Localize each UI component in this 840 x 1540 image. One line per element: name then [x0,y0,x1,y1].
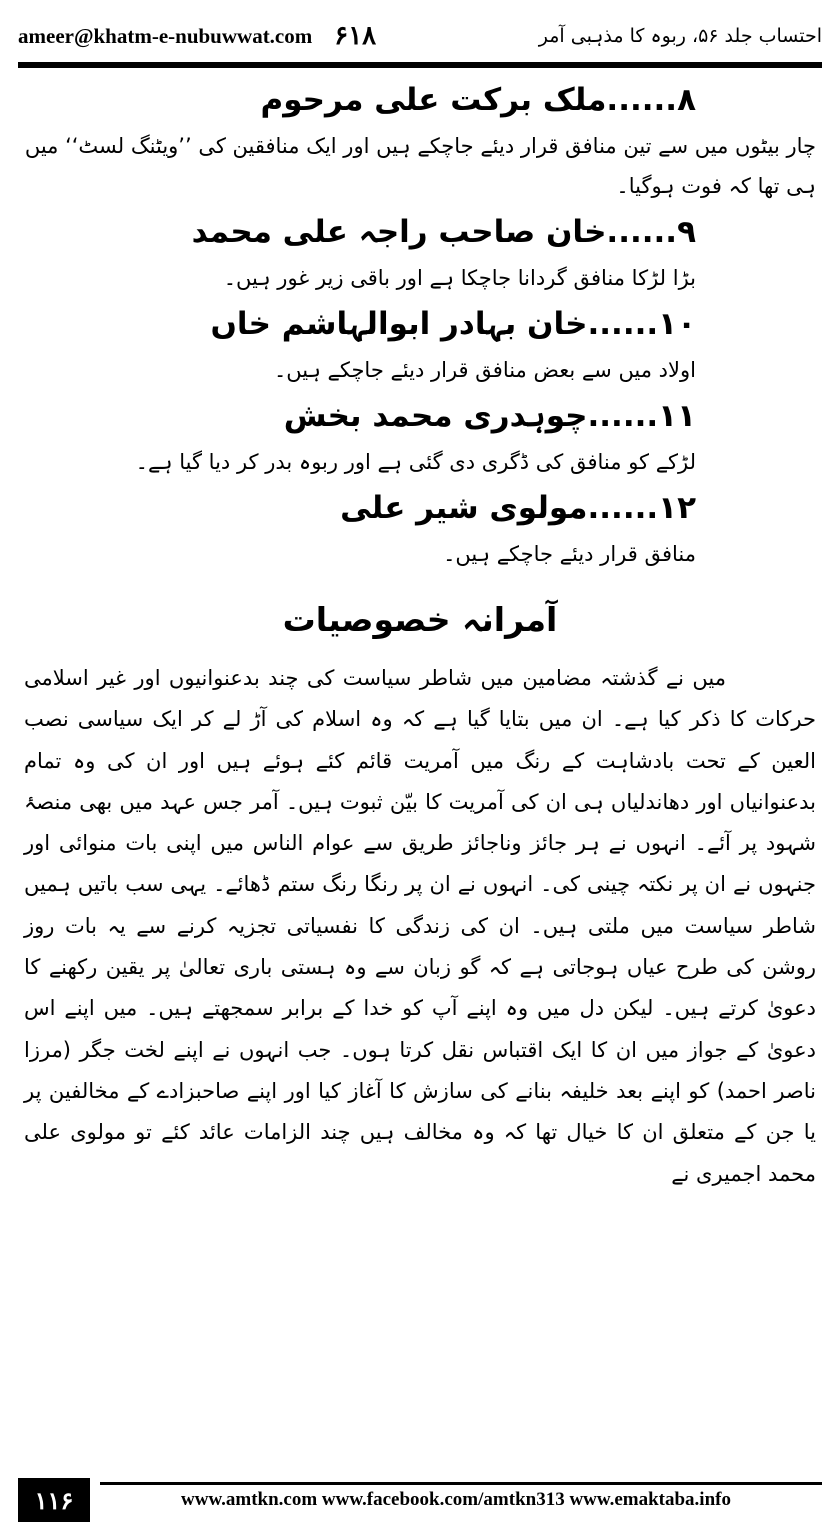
page-header [18,14,822,58]
entry-8 [24,74,816,206]
entry-body: چار بیٹوں میں سے تین منافق قرار دیئے جاچکے ہیں اور ایک منافقین کی ’’ویٹنگ لسٹ‘‘ میں ہی تھا کہ فوت ہوگیا۔ [24,134,816,198]
entry-body: بڑا لڑکا منافق گردانا جاچکا ہے اور باقی زیر غور ہیں۔ [223,266,696,290]
entry-heading: ۸......ملک برکت علی مرحوم [260,82,696,118]
entry-11 [24,390,816,482]
page-footer [18,1478,822,1522]
entry-12 [24,482,816,574]
header-left [18,21,376,51]
header-email: ameer@khatm-e-nubuwwat.com [18,23,313,48]
entry-heading: ۱۱......چوہدری محمد بخش [283,398,696,434]
entry-10 [24,298,816,390]
section-title: آمرانہ خصوصیات [282,600,558,639]
header-page-number: ۶۱۸ [334,21,377,51]
header-rule [18,62,822,68]
header-book-title: احتساب جلد ۵۶، ربوہ کا مذہبی آمر [538,25,822,47]
footer-links: www.amtkn.com www.facebook.com/amtkn313 www.emaktaba.info [181,1489,731,1510]
entry-9 [24,206,816,298]
entry-heading: ۹......خان صاحب راجہ علی محمد [191,214,696,250]
entry-heading: ۱۰......خان بہادر ابوالہاشم خاں [210,306,696,342]
body-paragraph: میں نے گذشتہ مضامین میں شاطر سیاست کی چند بدعنوانیوں اور غیر اسلامی حرکات کا ذکر کیا ہے۔ ان میں بتایا گیا ہے کہ وہ اسلام کی آڑ لے کر ایک سیاسی نصب العین کے تحت بادشاہت کے رنگ میں آمریت قائم کئے ہوئے ہیں اور ان کی وہ تمام بدعنوانیاں اور دھاندلیاں ہی ان کی آمریت کا بیّن ثبوت ہیں۔ آمر جس عہد میں بھی منصۂ شہود پر آئے۔ انہوں نے ہر جائز وناجائز طریق سے عوام الناس میں اپنی بات منوائی اور جنہوں نے ان پر نکتہ چینی کی۔ انہوں نے ان پر رنگا رنگ ستم ڈھائے۔ یہی سب باتیں ہمیں شاطر سیاست میں ملتی ہیں۔ ان کی زندگی کا نفسیاتی تجزیہ کرنے سے یہ بات روز روشن کی طرح عیاں ہوجاتی ہے کہ گو زبان سے وہ ہستی باری تعالیٰ پر یقین رکھنے کا دعویٰ کرتے ہیں۔ لیکن دل میں وہ اپنے آپ کو خدا کے برابر سمجھتے ہیں۔ میں اپنے اس دعویٰ کے جواز میں ان کا ایک اقتباس نقل کرتا ہوں۔ جب انہوں نے اپنے لخت جگر (مرزا ناصر احمد) کو اپنے بعد خلیفہ بنانے کی سازش کا آغاز کیا اور اپنے صاحبزادے کے مخالفین پر یا جن کے متعلق ان کا خیال تھا کہ وہ مخالف ہیں چند الزامات عائد کئے تو مولوی علی محمد اجمیری نے [24,666,816,1186]
entry-heading: ۱۲......مولوی شیر علی [340,490,696,526]
footer-page-number: ۱۱۶ [18,1478,90,1522]
entry-body: لڑکے کو منافق کی ڈگری دی گئی ہے اور ربوہ بدر کر دیا گیا ہے۔ [135,450,696,474]
entry-body: منافق قرار دیئے جاچکے ہیں۔ [443,542,696,566]
page-content [24,74,816,1195]
entry-body: اولاد میں سے بعض منافق قرار دیئے جاچکے ہیں۔ [273,358,696,382]
